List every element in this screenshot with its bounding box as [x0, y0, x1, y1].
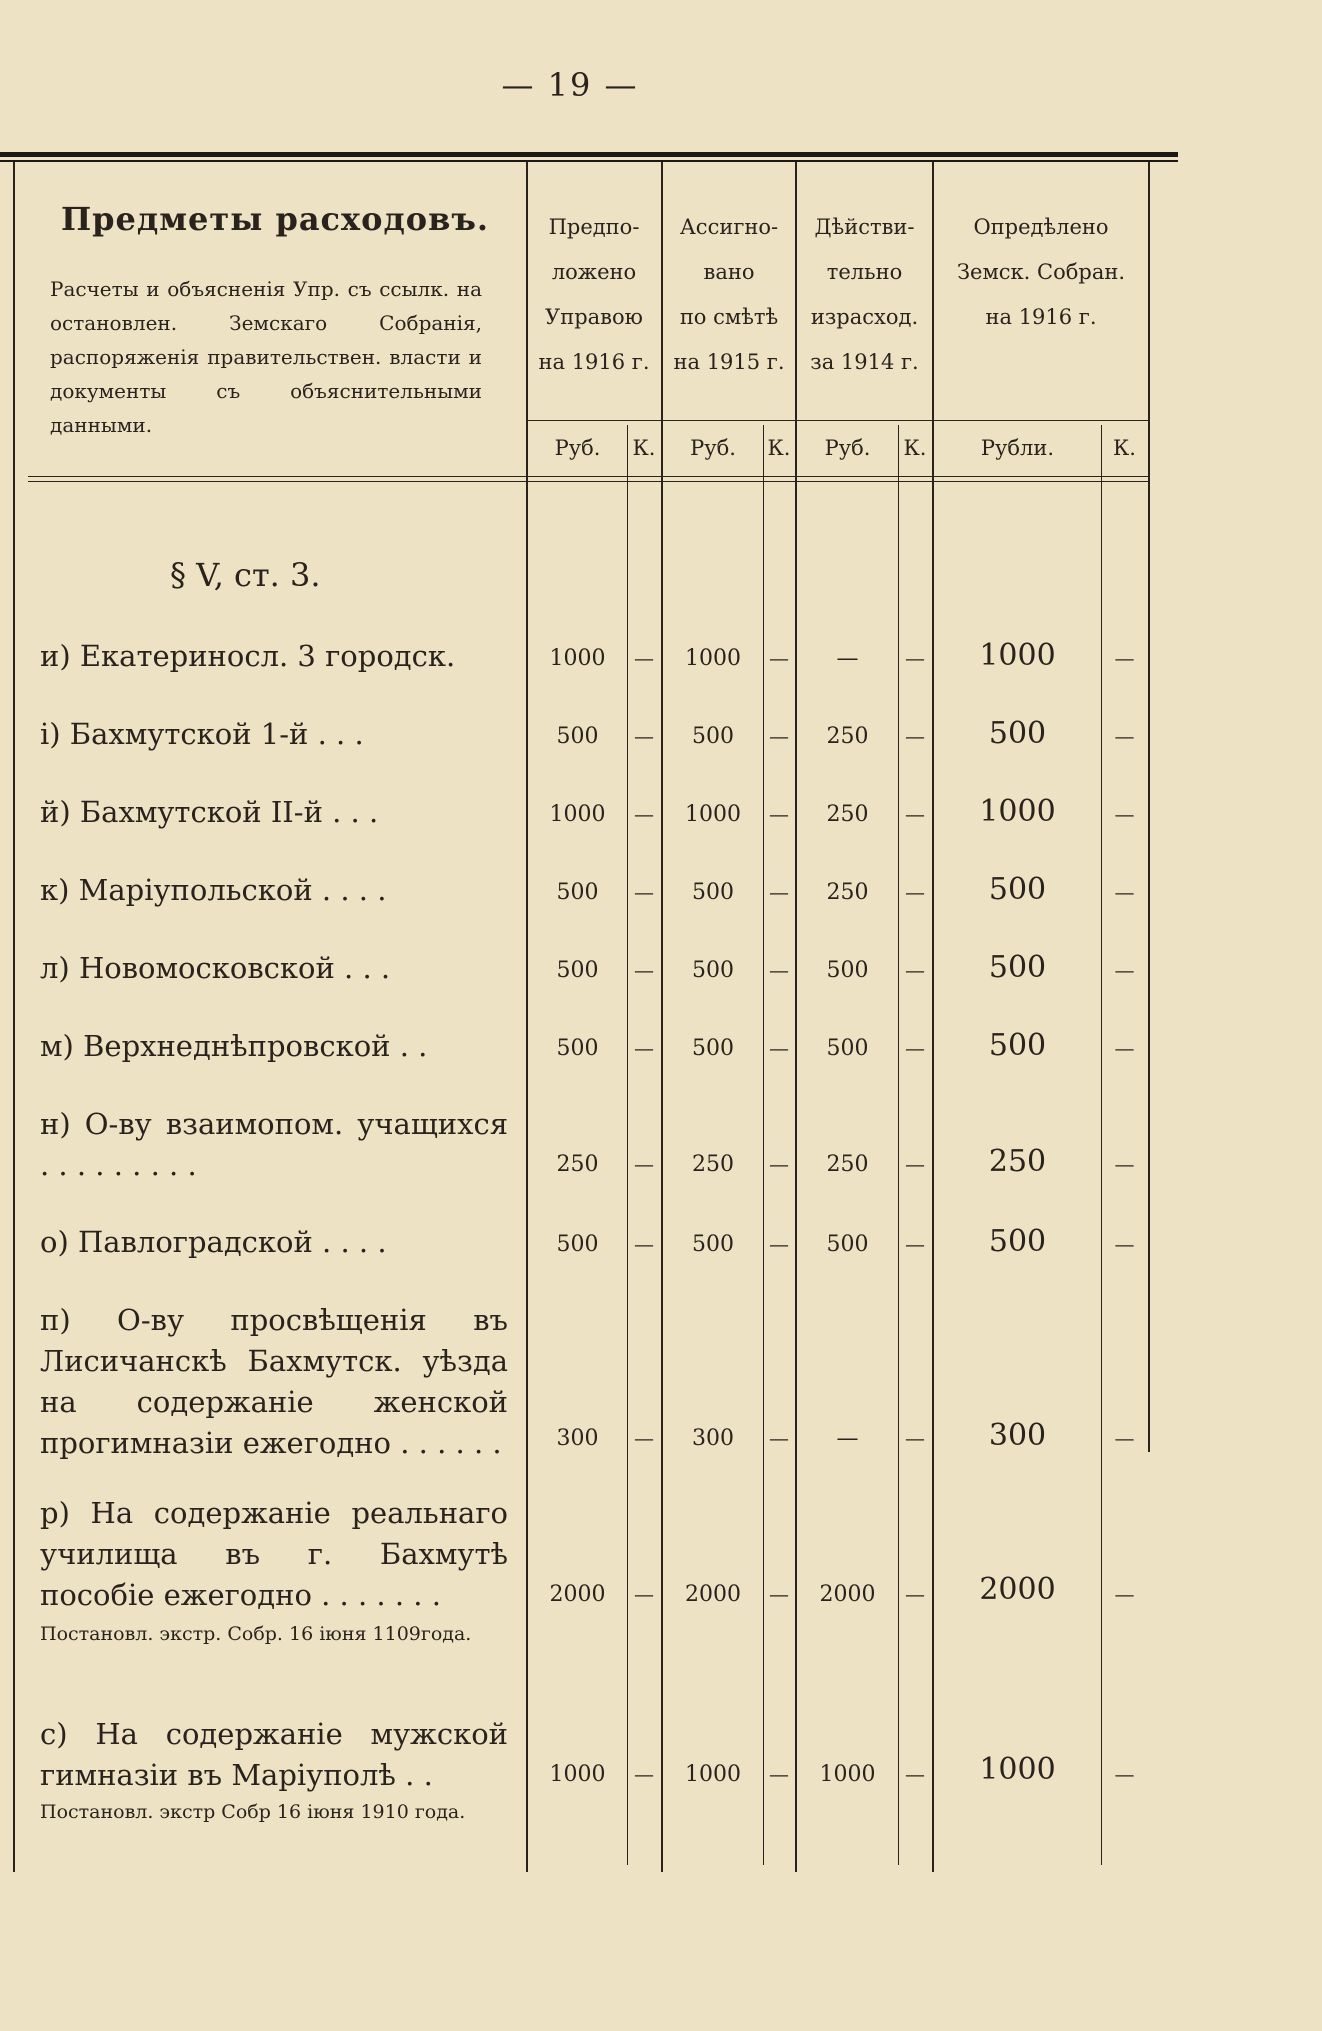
- top-rule: [0, 152, 1178, 157]
- row-kop-assigned: —: [769, 958, 789, 982]
- row-value-determined: 250: [988, 1144, 1047, 1179]
- row-value-proposed: 250: [556, 1152, 599, 1177]
- row-label: м) Верхнеднѣпровской . .: [40, 1029, 428, 1063]
- unit-rub-2: Руб.: [690, 436, 736, 460]
- row-label: й) Бахмутской II-й . . .: [40, 795, 379, 829]
- row-label: с) На содержаніе мужской гимназіи въ Маріуполѣ . .: [40, 1717, 508, 1792]
- row-value-assigned: 250: [692, 1152, 734, 1177]
- row-kop-determined: —: [1114, 1152, 1135, 1176]
- col3-kop-divider: [898, 425, 899, 1865]
- row-kop-spent: —: [905, 1152, 925, 1176]
- row-kop-assigned: —: [769, 880, 789, 904]
- row-value-assigned: 500: [692, 880, 734, 905]
- row-label: к) Маріупольской . . . .: [40, 873, 387, 907]
- unit-rub-1: Руб.: [554, 436, 601, 460]
- row-kop-assigned: —: [769, 1232, 789, 1256]
- row-kop-proposed: —: [634, 1582, 654, 1606]
- header-description: Расчеты и объясненія Упр. съ ссылк. на остановлен. Земскаго Собранія, распоряженія правительствен. власти и документы съ объяснительными данными.: [50, 277, 482, 437]
- row-kop-proposed: —: [634, 1152, 654, 1176]
- row-kop-proposed: —: [634, 1426, 654, 1450]
- unit-kop-2: К.: [767, 436, 791, 460]
- row-kop-proposed: —: [634, 646, 654, 670]
- row-kop-spent: —: [905, 1036, 925, 1060]
- row-value-spent: 1000: [819, 1762, 876, 1787]
- unit-kop-3: К.: [903, 436, 927, 460]
- row-kop-determined: —: [1114, 1762, 1135, 1786]
- row-kop-spent: —: [905, 1582, 925, 1606]
- unit-kop-1: К.: [632, 436, 656, 460]
- unit-kop-4: К.: [1113, 436, 1136, 460]
- row-value-proposed: 500: [556, 958, 599, 983]
- col-divider-2: [661, 162, 663, 1872]
- row-note: Постановл. экстр Собр 16 іюня 1910 года.: [40, 1801, 466, 1823]
- row-label: л) Новомосковской . . .: [40, 951, 391, 985]
- row-value-spent: 250: [826, 802, 869, 827]
- row-kop-assigned: —: [769, 1152, 789, 1176]
- row-kop-spent: —: [905, 802, 925, 826]
- col4-kop-divider: [1101, 425, 1102, 1865]
- row-kop-assigned: —: [769, 802, 789, 826]
- row-value-spent: —: [836, 1426, 859, 1451]
- column-header-spent: Дѣйстви- тельно израсход. за 1914 г.: [810, 215, 919, 374]
- col-divider-4: [932, 162, 934, 1872]
- row-kop-spent: —: [905, 880, 925, 904]
- row-kop-determined: —: [1114, 958, 1135, 982]
- row-value-determined: 500: [988, 1028, 1047, 1063]
- row-kop-spent: —: [905, 1232, 925, 1256]
- row-value-spent: 250: [826, 880, 869, 905]
- row-value-assigned: 1000: [685, 1762, 741, 1787]
- row-value-assigned: 500: [692, 958, 734, 983]
- row-value-assigned: 500: [692, 724, 734, 749]
- row-value-assigned: 2000: [685, 1582, 741, 1607]
- row-kop-determined: —: [1114, 1232, 1135, 1256]
- row-value-proposed: 500: [556, 724, 599, 749]
- row-value-assigned: 1000: [685, 646, 741, 671]
- row-value-spent: 500: [826, 1036, 869, 1061]
- row-value-proposed: 1000: [549, 802, 606, 827]
- row-kop-determined: —: [1114, 1036, 1135, 1060]
- row-value-determined: 1000: [979, 1752, 1056, 1787]
- row-kop-determined: —: [1114, 1426, 1135, 1450]
- table-right-border: [1148, 162, 1150, 1452]
- row-kop-spent: —: [905, 1762, 925, 1786]
- row-kop-assigned: —: [769, 646, 789, 670]
- row-label: н) О-ву взаимопом. учащихся . . . . . . . . .: [40, 1107, 508, 1182]
- header-bottom-rule: [28, 476, 1148, 477]
- row-value-spent: 500: [826, 1232, 869, 1257]
- row-kop-proposed: —: [634, 1036, 654, 1060]
- header-bottom-rule-second: [28, 481, 1148, 482]
- section-title: § V, ст. 3.: [170, 556, 321, 594]
- row-note: Постановл. экстр. Собр. 16 іюня 1109года.: [40, 1623, 472, 1645]
- row-value-spent: 250: [826, 724, 869, 749]
- row-value-determined: 300: [988, 1418, 1047, 1453]
- row-kop-determined: —: [1114, 880, 1135, 904]
- row-kop-spent: —: [905, 724, 925, 748]
- row-value-determined: 1000: [979, 794, 1056, 829]
- col2-kop-divider: [763, 425, 764, 1865]
- row-label: р) На содержаніе реальнаго училища въ г. Бахмутѣ пособіе ежегодно . . . . . . .: [40, 1496, 508, 1612]
- row-kop-spent: —: [905, 646, 925, 670]
- row-kop-determined: —: [1114, 1582, 1135, 1606]
- row-value-assigned: 500: [692, 1232, 734, 1257]
- row-kop-proposed: —: [634, 1762, 654, 1786]
- row-kop-assigned: —: [769, 1426, 789, 1450]
- row-kop-proposed: —: [634, 1232, 654, 1256]
- row-label: п) О-ву просвѣщенія въ Лисичанскѣ Бахмутск. уѣзда на содержаніе женской прогимназіи ежегодно . . . . . .: [40, 1303, 508, 1460]
- unit-rubli-4: Рубли.: [980, 436, 1055, 460]
- row-value-determined: 500: [988, 872, 1047, 907]
- column-header-assigned: Ассигно- вано по смѣтѣ на 1915 г.: [673, 215, 785, 374]
- row-kop-assigned: —: [769, 1036, 789, 1060]
- row-kop-proposed: —: [634, 724, 654, 748]
- row-kop-proposed: —: [634, 958, 654, 982]
- row-value-spent: 250: [826, 1152, 869, 1177]
- col-divider-1: [526, 162, 528, 1872]
- row-label: и) Екатериносл. 3 городск.: [40, 639, 456, 673]
- row-kop-assigned: —: [769, 724, 789, 748]
- row-value-proposed: 500: [556, 880, 599, 905]
- row-value-determined: 2000: [979, 1572, 1056, 1607]
- row-value-assigned: 500: [692, 1036, 734, 1061]
- row-value-determined: 500: [988, 950, 1047, 985]
- row-value-proposed: 1000: [549, 646, 606, 671]
- row-value-proposed: 2000: [549, 1582, 606, 1607]
- row-kop-determined: —: [1114, 646, 1135, 670]
- col1-kop-divider: [627, 425, 628, 1865]
- row-value-determined: 500: [988, 716, 1047, 751]
- row-value-spent: 2000: [819, 1582, 876, 1607]
- row-value-proposed: 500: [556, 1232, 599, 1257]
- header-title: Предметы расходовъ.: [60, 200, 490, 238]
- row-label: і) Бахмутской 1-й . . .: [40, 717, 364, 751]
- row-kop-proposed: —: [634, 880, 654, 904]
- unit-row-top-rule: [526, 420, 1148, 421]
- table-left-border: [13, 162, 15, 1872]
- row-value-determined: 500: [988, 1224, 1047, 1259]
- page-number: — 19 —: [501, 66, 639, 104]
- row-kop-spent: —: [905, 958, 925, 982]
- row-kop-assigned: —: [769, 1582, 789, 1606]
- row-value-spent: 500: [826, 958, 869, 983]
- row-kop-proposed: —: [634, 802, 654, 826]
- row-kop-determined: —: [1114, 724, 1135, 748]
- row-value-spent: —: [836, 646, 859, 671]
- row-label: о) Павлоградской . . . .: [40, 1225, 387, 1259]
- row-value-proposed: 1000: [549, 1762, 606, 1787]
- row-kop-spent: —: [905, 1426, 925, 1450]
- row-value-assigned: 300: [692, 1426, 734, 1451]
- row-value-determined: 1000: [979, 638, 1056, 673]
- row-kop-determined: —: [1114, 802, 1135, 826]
- row-value-proposed: 500: [556, 1036, 599, 1061]
- row-kop-assigned: —: [769, 1762, 789, 1786]
- column-header-determined: Опредѣлено Земск. Собран. на 1916 г.: [956, 215, 1126, 329]
- row-value-proposed: 300: [556, 1426, 599, 1451]
- unit-rub-3: Руб.: [824, 436, 871, 460]
- column-header-proposed: Предпо- ложено Управою на 1916 г.: [538, 215, 650, 374]
- top-rule-second: [0, 160, 1178, 162]
- col-divider-3: [795, 162, 797, 1872]
- row-value-assigned: 1000: [685, 802, 741, 827]
